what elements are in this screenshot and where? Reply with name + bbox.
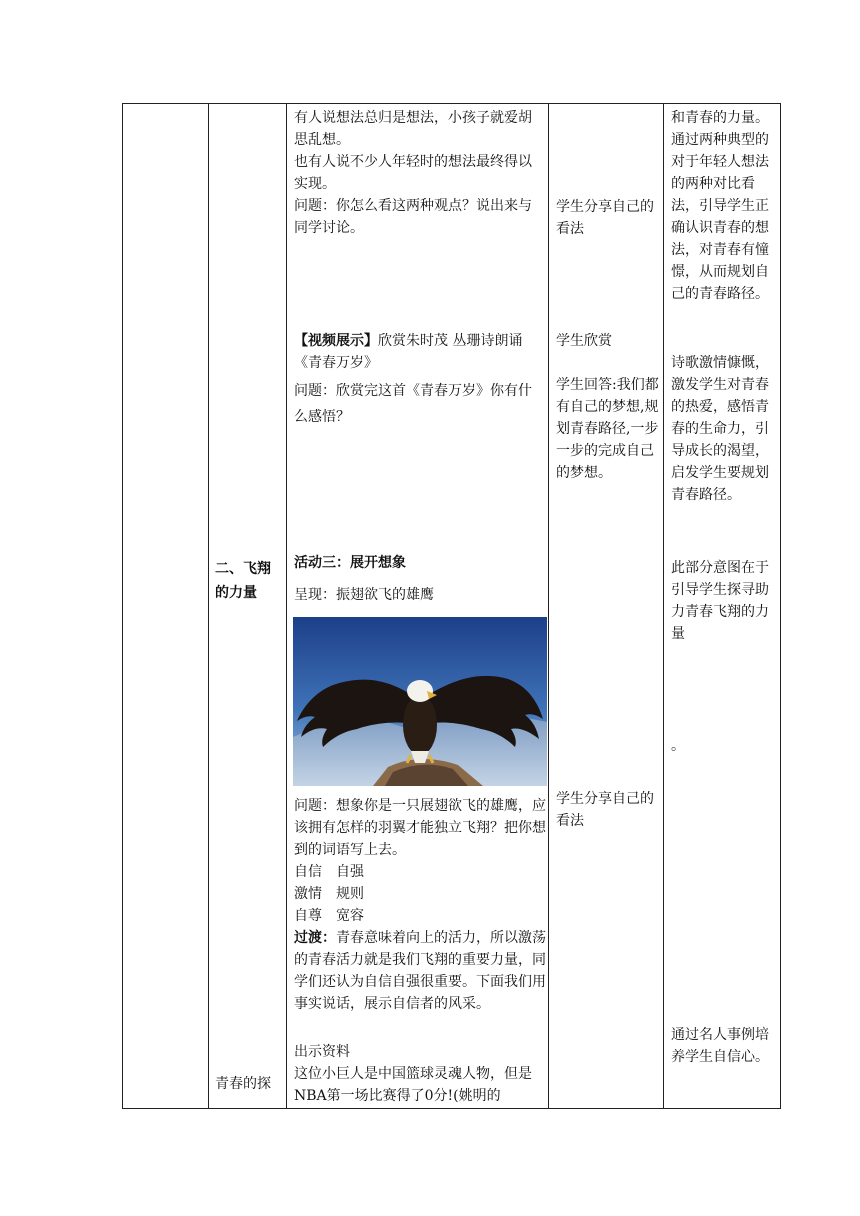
transition-tag: 过渡： bbox=[294, 930, 336, 946]
video-block bbox=[294, 330, 544, 430]
intent-2: 诗歌激情慷慨，激发学生对青春的热爱，感悟青春的生命力，引导成长的渴望，启发学生要规划青春路径。 bbox=[671, 355, 769, 503]
words-block bbox=[294, 861, 544, 927]
video-text: 欣赏朱时茂 丛珊诗朗诵《青春万岁》 bbox=[294, 333, 523, 371]
table-border-col4 bbox=[663, 103, 664, 1109]
eagle-image bbox=[293, 617, 547, 786]
table-border-left bbox=[122, 103, 123, 1109]
intent-dot: 。 bbox=[671, 738, 685, 754]
student-share-1: 学生分享自己的看法 bbox=[556, 199, 654, 237]
section-label: 二、飞翔的力量 bbox=[215, 561, 271, 601]
intent-1: 和青春的力量。通过两种典型的对于年轻人想法的两种对比看法，引导学生正确认识青春的想法，对青春有憧憬，从而规划自己的青春路径。 bbox=[671, 110, 769, 302]
video-line bbox=[294, 330, 544, 374]
eagle-question: 问题：想象你是一只展翅欲飞的雄鹰，应该拥有怎样的羽翼才能独立飞翔？把你想到的词语写上去。 bbox=[294, 798, 546, 858]
video-tag: 【视频展示】 bbox=[294, 333, 378, 349]
table-border-col1 bbox=[208, 103, 209, 1109]
activity-title: 活动三：展开想象 bbox=[294, 555, 406, 571]
intro-line: 问题：你怎么看这两种观点？说出来与同学讨论。 bbox=[294, 198, 532, 236]
table-border-top bbox=[122, 103, 781, 104]
video-question: 问题：欣赏完这首《青春万岁》你有什么感悟？ bbox=[294, 383, 532, 425]
intro-line: 也有人说不少人年轻时的想法最终得以实现。 bbox=[294, 154, 532, 192]
intro-line: 有人说想法总归是想法，小孩子就爱胡思乱想。 bbox=[294, 110, 532, 148]
word-pair: 自尊 宽容 bbox=[294, 908, 364, 924]
present-text: 呈现：振翅欲飞的雄鹰 bbox=[294, 587, 434, 603]
intro-text-block bbox=[294, 107, 544, 239]
intent-4: 通过名人事例培养学生自信心。 bbox=[671, 1027, 769, 1065]
transition-block bbox=[294, 927, 548, 1015]
next-section-label: 青春的探 bbox=[215, 1076, 271, 1092]
material-text: 这位小巨人是中国篮球灵魂人物，但是NBA第一场比赛得了0分!(姚明的 bbox=[294, 1066, 532, 1104]
table-border-col2 bbox=[286, 103, 287, 1109]
student-enjoy: 学生欣赏 bbox=[556, 333, 612, 349]
material-title: 出示资料 bbox=[294, 1044, 350, 1060]
table-border-right bbox=[780, 103, 781, 1109]
transition-text: 青春意味着向上的活力，所以激荡的青春活力就是我们飞翔的重要力量，同学们还认为自信自强很重要。下面我们用事实说话，展示自信者的风采。 bbox=[294, 930, 546, 1012]
table-border-col3 bbox=[548, 103, 549, 1109]
student-share-2: 学生分享自己的看法 bbox=[556, 791, 654, 829]
table-border-bottom bbox=[122, 1108, 781, 1109]
word-pair: 自信 自强 bbox=[294, 864, 364, 880]
student-answer: 学生回答:我们都有自己的梦想,规划青春路径,一步一步的完成自己的梦想。 bbox=[556, 377, 659, 481]
intent-3: 此部分意图在于引导学生探寻助力青春飞翔的力量 bbox=[671, 560, 769, 642]
word-pair: 激情 规则 bbox=[294, 886, 364, 902]
